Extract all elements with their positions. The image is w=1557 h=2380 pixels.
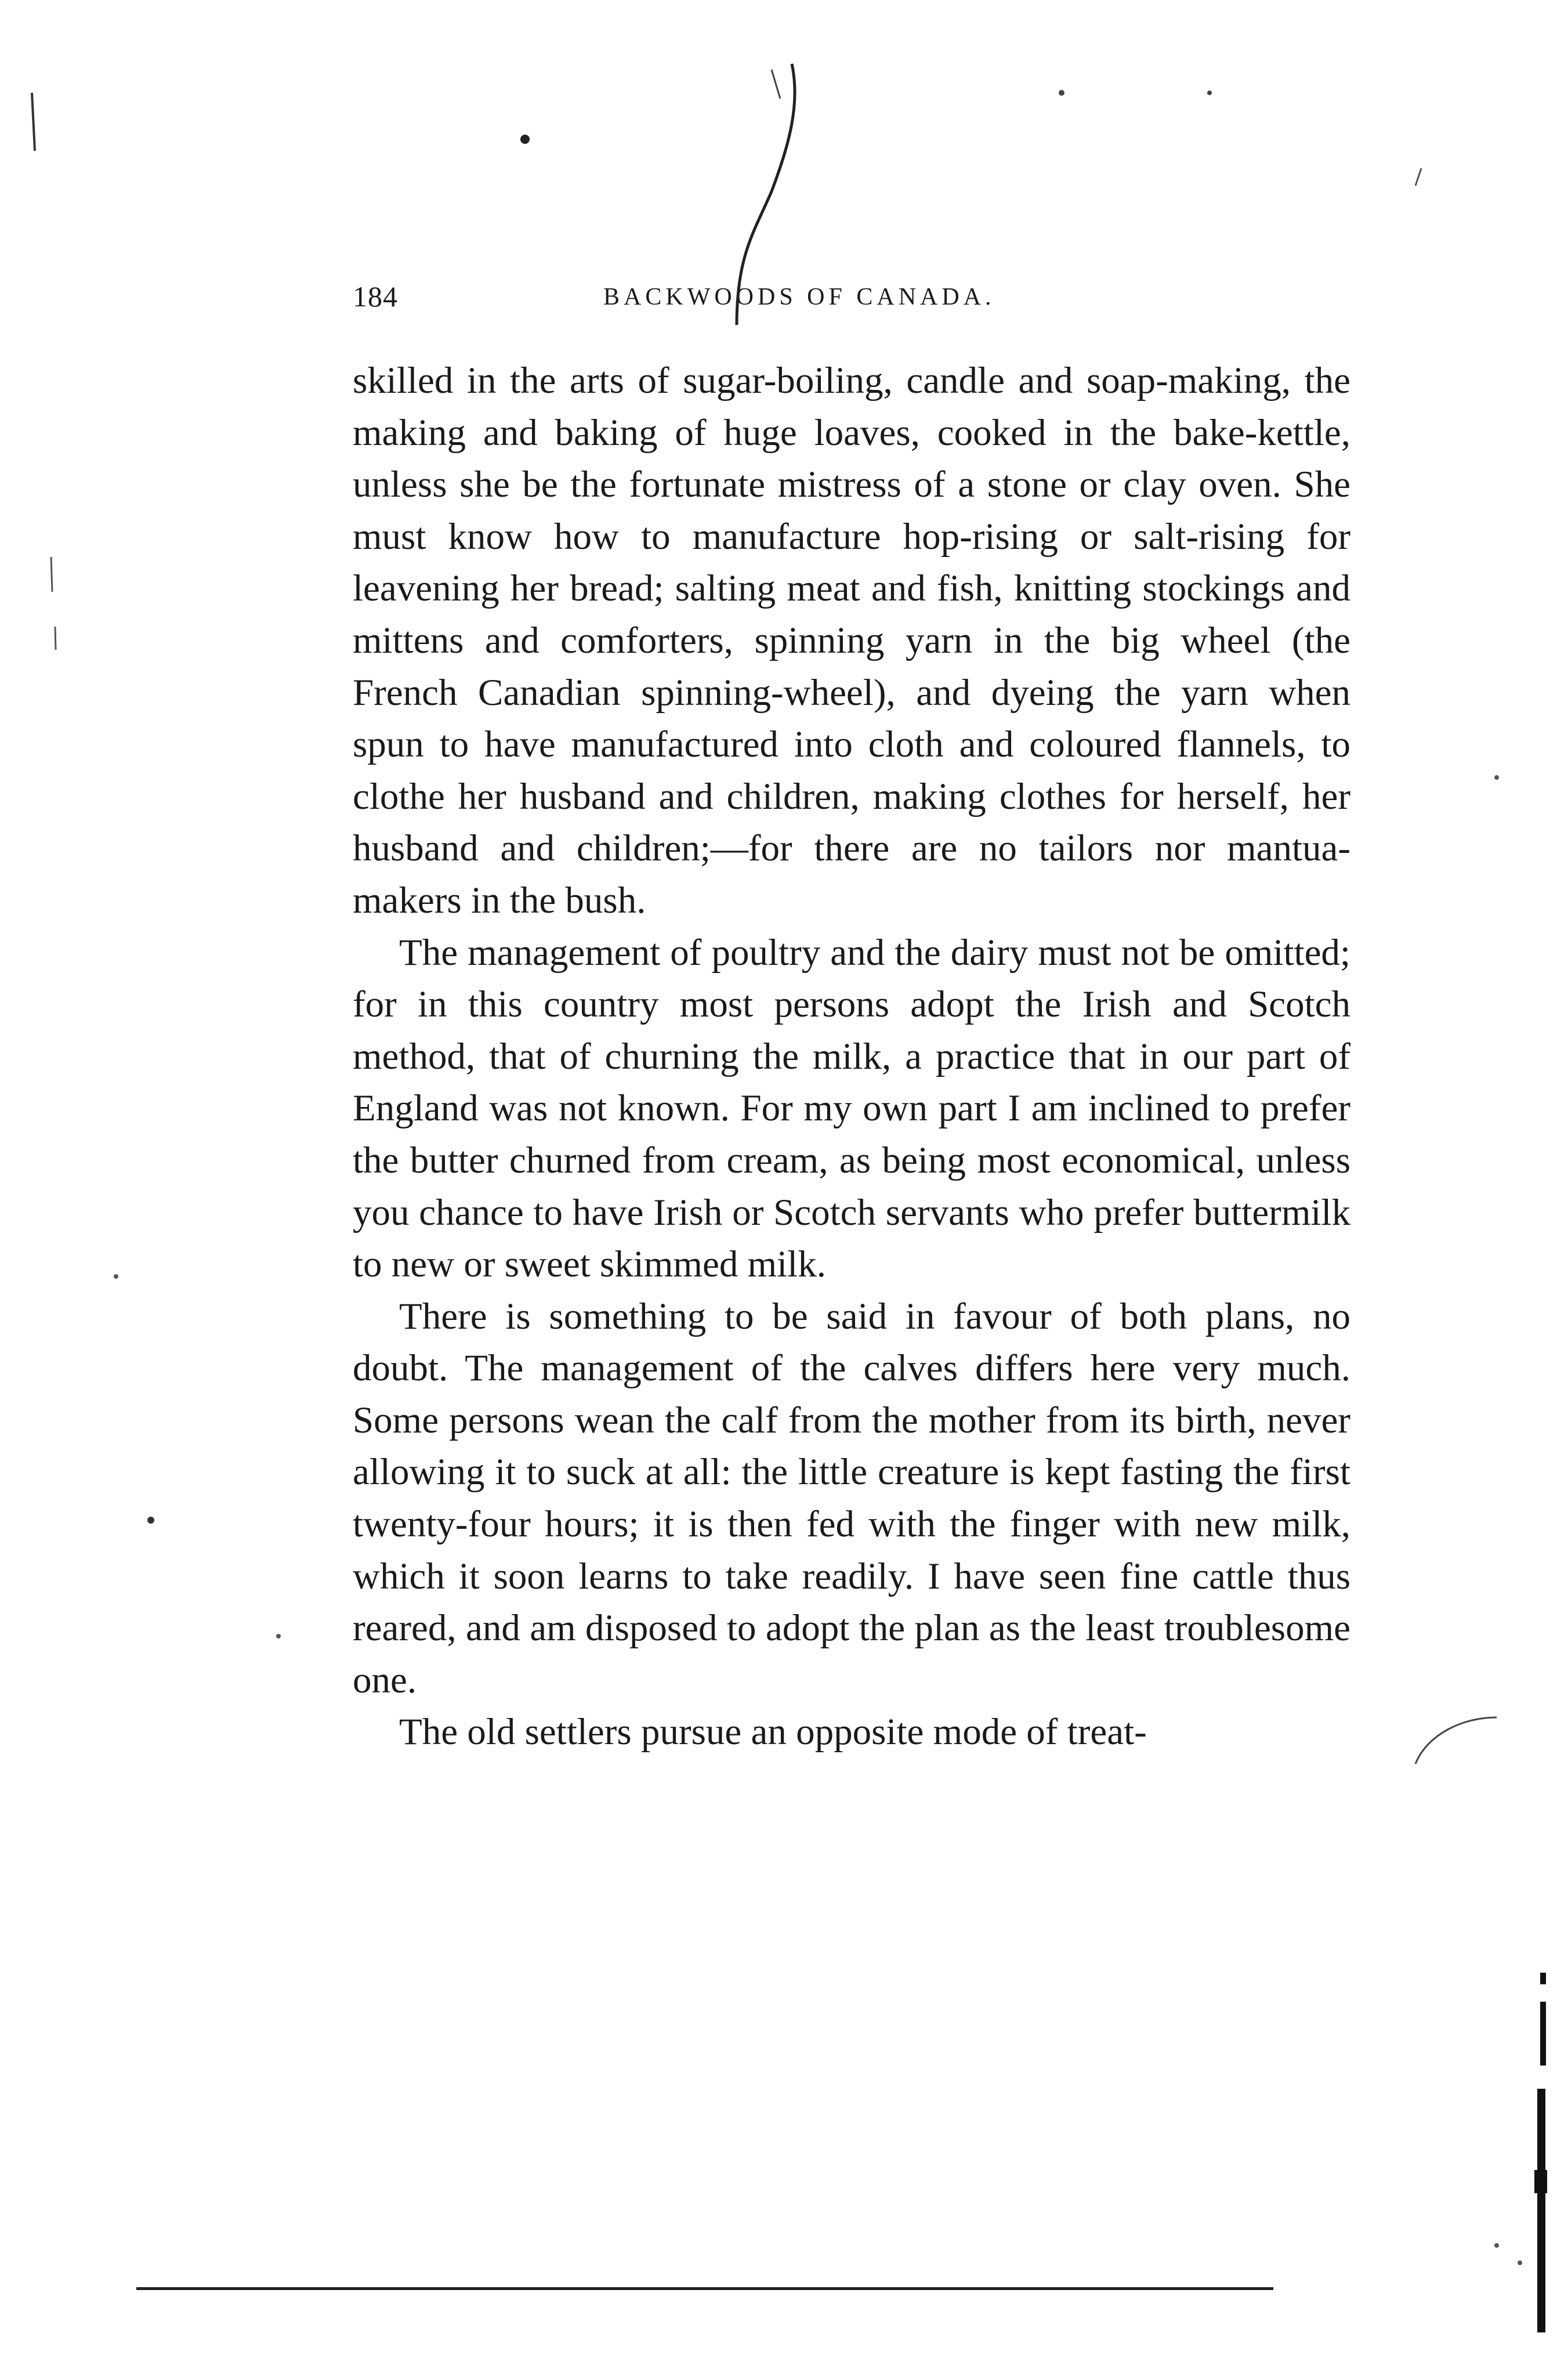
paragraph-calves: There is something to be said in favour of both plans, no doubt. The management of the calves differs here very much. Some persons wean the calf from the mother from its birth, never allowing it to suck at all: the little creature is kept fasting the first twenty-four hours; it is then fed with the finger with new milk, which it soon learns to take readily. I have seen fine cattle thus reared, and am disposed to adopt the plan as the least troublesome one.: [353, 1295, 1350, 1701]
speck-6: [276, 1634, 281, 1638]
paragraph-old-settlers: The old settlers pursue an opposite mode of treat-: [399, 1711, 1147, 1753]
speck-4: [1494, 775, 1499, 780]
paragraph-dairy: The management of poultry and the dairy must not be omitted; for in this country most persons adopt the Irish and Scotch method, that of churning the milk, a practice that in our part of England was not known. For my own part I am inclined to prefer the butter churned from cream, as being most economical, unless you chance to have Irish or Scotch servants who prefer buttermilk to new or sweet skimmed milk.: [353, 931, 1350, 1286]
paragraph-continued: skilled in the arts of sugar-boiling, candle and soap-making, the making and baking of huge loaves, cooked in the bake-kettle, unless she be the fortunate mistress of a stone or clay oven. She must know how to manufacture hop-rising or salt-rising for leavening her bread; salting meat and fish, knitting stockings and mittens and comforters, spinning yarn in the big wheel (the French Canadian spinning-wheel), and dyeing the yarn when spun to have manufactured into cloth and coloured flannels, to clothe her husband and children, making clothes for herself, her husband and children;—for there are no tailors nor mantua-makers in the bush.: [353, 360, 1350, 921]
speck-7: [147, 1517, 154, 1524]
margin-curve-right: [1415, 1717, 1497, 1764]
speck-3: [1207, 91, 1212, 95]
speck-2: [1059, 90, 1064, 96]
pen-stroke-top-right: [772, 70, 780, 99]
margin-bar-right-2: [1540, 2002, 1546, 2066]
speck-9: [1518, 2260, 1522, 2265]
page-number: 184: [353, 280, 398, 313]
margin-bar-right-3: [1537, 2089, 1545, 2332]
margin-bar-right-1: [1540, 1973, 1546, 1984]
margin-bar-right-4: [1534, 2170, 1547, 2193]
speck-8: [1494, 2243, 1499, 2248]
speck-1: [520, 135, 530, 144]
body-text: [353, 355, 1350, 1759]
margin-tick-top-left: [32, 93, 35, 151]
footer-rule: [136, 2287, 1273, 2290]
running-title: BACKWOODS OF CANADA.: [603, 284, 995, 310]
margin-tick-left-1: [51, 557, 52, 592]
speck-5: [114, 1274, 118, 1279]
running-head: [353, 280, 1153, 320]
margin-tick-top-right: [1415, 168, 1421, 186]
margin-tick-left-2: [55, 627, 56, 650]
